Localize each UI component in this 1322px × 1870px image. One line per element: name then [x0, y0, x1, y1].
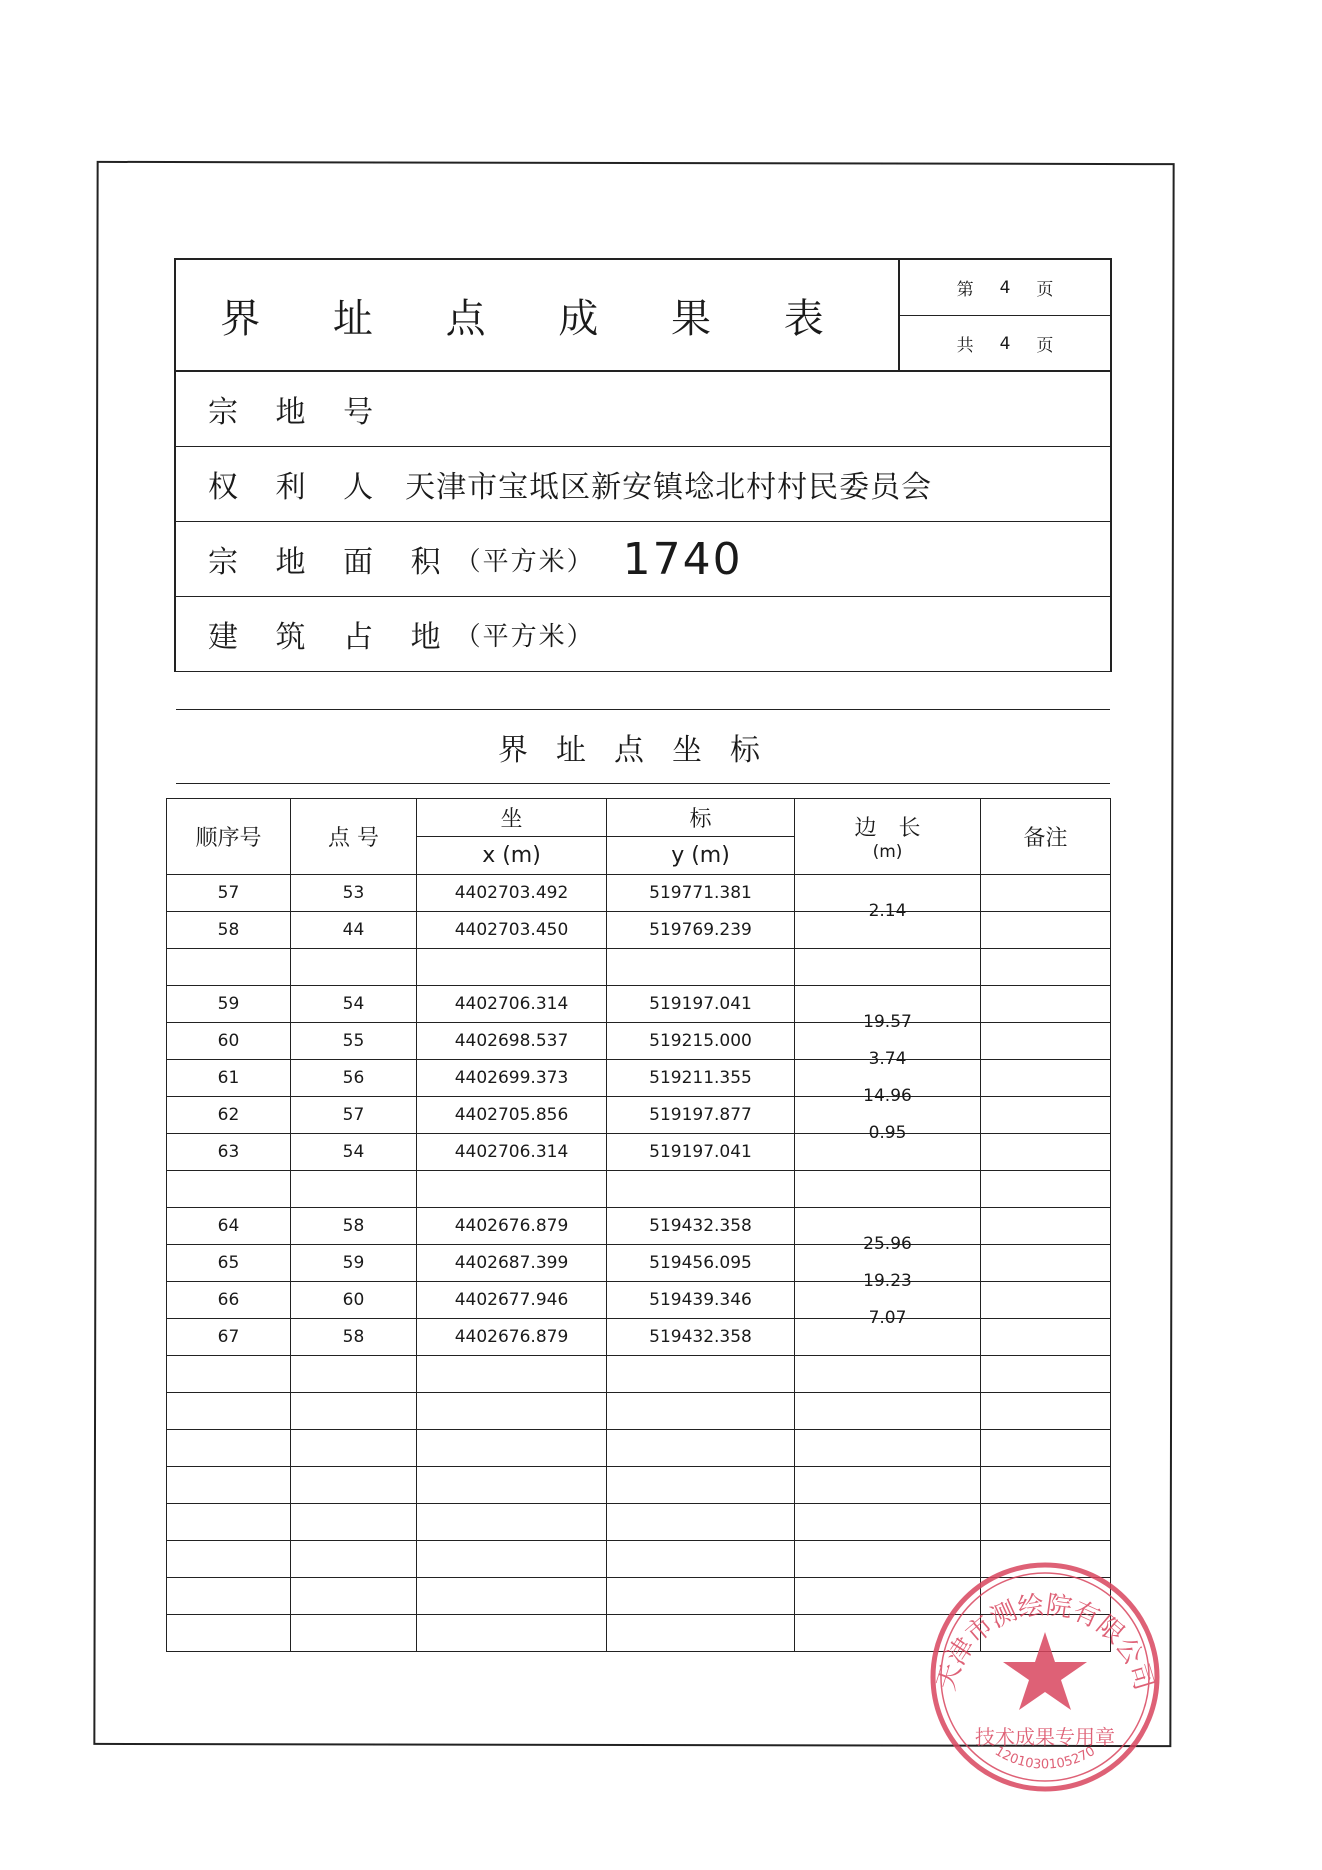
cell-seq: 62 [167, 1097, 291, 1134]
cell-point: 59 [291, 1245, 417, 1282]
cell-y: 519197.041 [607, 986, 795, 1023]
cell-note [981, 912, 1111, 949]
cell-y: 519211.355 [607, 1060, 795, 1097]
cell-point: 55 [291, 1023, 417, 1060]
owner-row [176, 447, 1110, 522]
cell-y: 519215.000 [607, 1023, 795, 1060]
cell-edge [795, 1134, 981, 1171]
table-row [167, 1171, 1111, 1208]
official-seal [920, 1552, 1170, 1802]
cell-edge [795, 912, 981, 949]
edge-length: 2.14 [868, 901, 907, 921]
building-unit: （平方米） [454, 621, 595, 652]
edge-header-unit: (m) [872, 842, 903, 862]
note-header: 备注 [981, 799, 1111, 875]
cell-seq [167, 1578, 291, 1615]
title-block [174, 258, 1112, 372]
table-row [167, 1245, 1111, 1282]
cell-y: 519432.358 [607, 1319, 795, 1356]
cell-edge [795, 1023, 981, 1069]
cell-point [291, 1467, 417, 1504]
y-header: y (m) [607, 837, 795, 875]
cell-point: 57 [291, 1097, 417, 1134]
current-page-label: 第 [956, 280, 974, 300]
cell-x: 4402706.314 [417, 1134, 607, 1171]
cell-y [607, 1615, 795, 1652]
cell-point [291, 1615, 417, 1652]
cell-seq [167, 1393, 291, 1430]
cell-edge [795, 1171, 981, 1208]
cell-seq: 60 [167, 1023, 291, 1060]
cell-seq [167, 1356, 291, 1393]
area-label: 宗 地 面 积 [208, 545, 455, 580]
cell-x [417, 1578, 607, 1615]
coord-header-right: 标 [607, 799, 795, 837]
edge-header [795, 799, 981, 875]
table-row [167, 1430, 1111, 1467]
cell-seq: 61 [167, 1060, 291, 1097]
table-row [167, 1319, 1111, 1356]
seq-header: 顺序号 [167, 799, 291, 875]
seal-top-text: 天津市测绘院有限公司 [931, 1590, 1159, 1694]
cell-note [981, 1393, 1111, 1430]
area-unit: （平方米） [454, 546, 595, 577]
coord-header-left: 坐 [417, 799, 607, 837]
cell-seq [167, 1171, 291, 1208]
cell-edge [795, 1467, 981, 1504]
cell-edge [795, 1245, 981, 1291]
cell-note [981, 1245, 1111, 1282]
table-row [167, 912, 1111, 949]
cell-x [417, 1393, 607, 1430]
cell-note [981, 1060, 1111, 1097]
cell-edge [795, 1060, 981, 1106]
cell-x [417, 1430, 607, 1467]
cell-seq: 65 [167, 1245, 291, 1282]
edge-length: 19.57 [863, 1012, 912, 1032]
table-row [167, 1097, 1111, 1134]
cell-seq [167, 1467, 291, 1504]
building-row [176, 597, 1110, 672]
table-row [167, 1467, 1111, 1504]
coordinate-table [166, 798, 1111, 1652]
cell-note [981, 1319, 1111, 1356]
cell-edge [795, 1393, 981, 1430]
point-header: 点 号 [291, 799, 417, 875]
cell-note [981, 875, 1111, 912]
cell-edge [795, 875, 981, 921]
cell-seq: 59 [167, 986, 291, 1023]
table-row [167, 1282, 1111, 1319]
cell-x [417, 1467, 607, 1504]
table-row [167, 1504, 1111, 1541]
cell-point [291, 1430, 417, 1467]
cell-x [417, 949, 607, 986]
table-row [167, 1356, 1111, 1393]
cell-seq: 66 [167, 1282, 291, 1319]
table-row [167, 1134, 1111, 1171]
current-page-number: 4 [999, 277, 1011, 298]
cell-seq: 57 [167, 875, 291, 912]
total-pages-label: 共 [956, 336, 974, 356]
seal-code: 1201030105270 [992, 1743, 1098, 1773]
edge-length: 14.96 [863, 1086, 912, 1106]
cell-y: 519197.877 [607, 1097, 795, 1134]
cell-point: 60 [291, 1282, 417, 1319]
cell-edge [795, 1430, 981, 1467]
cell-x: 4402698.537 [417, 1023, 607, 1060]
cell-y: 519771.381 [607, 875, 795, 912]
cell-note [981, 1430, 1111, 1467]
cell-y: 519197.041 [607, 1134, 795, 1171]
parcel-id-label: 宗 地 号 [208, 395, 388, 430]
cell-note [981, 1504, 1111, 1541]
owner-label: 权 利 人 [208, 470, 388, 505]
cell-x: 4402705.856 [417, 1097, 607, 1134]
cell-point: 58 [291, 1208, 417, 1245]
cell-x: 4402676.879 [417, 1208, 607, 1245]
cell-y [607, 1467, 795, 1504]
total-pages [900, 315, 1110, 371]
document-title: 界 址 点 成 果 表 [220, 295, 854, 342]
owner-value: 天津市宝坻区新安镇埝北村村民委员会 [405, 470, 933, 505]
cell-y [607, 1171, 795, 1208]
cell-x [417, 1356, 607, 1393]
cell-note [981, 1282, 1111, 1319]
current-page [900, 260, 1110, 315]
cell-point: 54 [291, 986, 417, 1023]
cell-point [291, 1504, 417, 1541]
cell-seq: 63 [167, 1134, 291, 1171]
cell-y: 519769.239 [607, 912, 795, 949]
cell-edge [795, 1319, 981, 1356]
edge-length: 7.07 [868, 1308, 907, 1328]
total-pages-number: 4 [999, 333, 1011, 354]
cell-x: 4402687.399 [417, 1245, 607, 1282]
area-value: 1740 [622, 533, 743, 585]
cell-point [291, 1171, 417, 1208]
edge-length: 25.96 [863, 1234, 912, 1254]
cell-note [981, 1023, 1111, 1060]
parcel-id-row [176, 372, 1110, 447]
cell-point [291, 949, 417, 986]
cell-x: 4402677.946 [417, 1282, 607, 1319]
cell-point [291, 1356, 417, 1393]
cell-y [607, 1430, 795, 1467]
seal-star-icon [1003, 1632, 1087, 1710]
cell-note [981, 1356, 1111, 1393]
document-sheet [174, 258, 1112, 1668]
cell-x: 4402703.492 [417, 875, 607, 912]
cell-y [607, 1541, 795, 1578]
cell-note [981, 1208, 1111, 1245]
cell-seq [167, 1615, 291, 1652]
area-row [176, 522, 1110, 597]
table-row [167, 875, 1111, 912]
cell-y [607, 1578, 795, 1615]
cell-edge [795, 949, 981, 986]
cell-edge [795, 1356, 981, 1393]
cell-y [607, 1356, 795, 1393]
x-header: x (m) [417, 837, 607, 875]
cell-x [417, 1541, 607, 1578]
cell-note [981, 1097, 1111, 1134]
cell-x [417, 1171, 607, 1208]
cell-note [981, 1171, 1111, 1208]
cell-y: 519456.095 [607, 1245, 795, 1282]
coord-title: 界址点坐标 [176, 710, 1110, 784]
cell-edge [795, 1097, 981, 1143]
cell-point: 44 [291, 912, 417, 949]
table-row [167, 949, 1111, 986]
cell-seq: 58 [167, 912, 291, 949]
cell-point [291, 1578, 417, 1615]
cell-y: 519439.346 [607, 1282, 795, 1319]
cell-y [607, 949, 795, 986]
cell-point [291, 1541, 417, 1578]
parcel-info [174, 372, 1112, 768]
cell-note [981, 1467, 1111, 1504]
cell-edge [795, 1208, 981, 1254]
cell-x: 4402676.879 [417, 1319, 607, 1356]
table-row [167, 986, 1111, 1023]
building-label: 建 筑 占 地 [208, 620, 455, 655]
table-row [167, 1393, 1111, 1430]
total-pages-unit: 页 [1036, 336, 1054, 356]
cell-x: 4402703.450 [417, 912, 607, 949]
current-page-unit: 页 [1036, 280, 1054, 300]
cell-seq [167, 949, 291, 986]
cell-edge [795, 1282, 981, 1328]
cell-edge [795, 1504, 981, 1541]
cell-note [981, 1134, 1111, 1171]
edge-length: 3.74 [868, 1049, 907, 1069]
cell-note [981, 986, 1111, 1023]
cell-seq: 67 [167, 1319, 291, 1356]
cell-y [607, 1504, 795, 1541]
edge-length: 19.23 [863, 1271, 912, 1291]
cell-point: 54 [291, 1134, 417, 1171]
page-indicator [898, 260, 1110, 370]
cell-y: 519432.358 [607, 1208, 795, 1245]
cell-note [981, 949, 1111, 986]
cell-x [417, 1504, 607, 1541]
table-row [167, 1060, 1111, 1097]
spacer-row [176, 672, 1110, 710]
edge-header-label: 边 长 [854, 816, 921, 841]
cell-seq [167, 1430, 291, 1467]
cell-point: 53 [291, 875, 417, 912]
cell-point: 58 [291, 1319, 417, 1356]
cell-x: 4402699.373 [417, 1060, 607, 1097]
coordinate-rows [167, 875, 1111, 1652]
cell-x: 4402706.314 [417, 986, 607, 1023]
seal-bottom-text: 技术成果专用章 [975, 1725, 1115, 1749]
cell-point [291, 1393, 417, 1430]
cell-y [607, 1393, 795, 1430]
cell-seq [167, 1504, 291, 1541]
cell-seq [167, 1541, 291, 1578]
edge-length: 0.95 [868, 1123, 907, 1143]
table-row [167, 1208, 1111, 1245]
cell-point: 56 [291, 1060, 417, 1097]
table-row [167, 1023, 1111, 1060]
cell-seq: 64 [167, 1208, 291, 1245]
cell-edge [795, 986, 981, 1032]
cell-x [417, 1615, 607, 1652]
